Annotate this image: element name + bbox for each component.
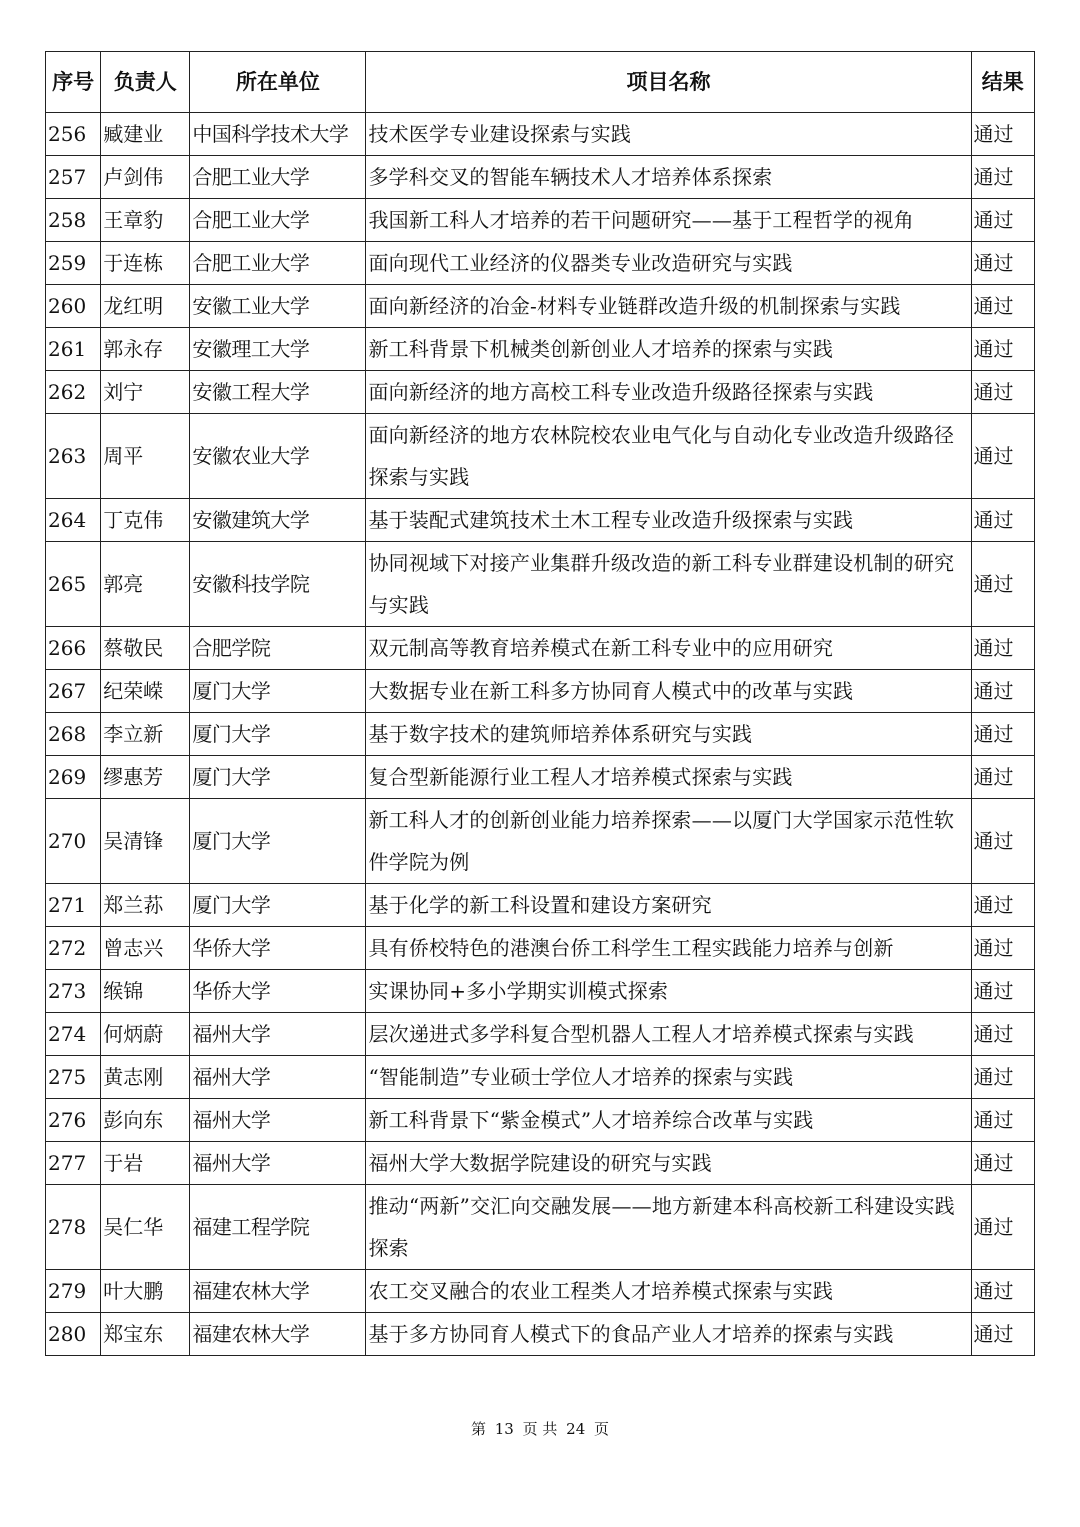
cell-project: 面向新经济的地方高校工科专业改造升级路径探索与实践 (366, 371, 971, 414)
cell-result: 通过 (971, 1270, 1035, 1313)
cell-person: 纪荣嵘 (101, 670, 190, 713)
cell-no: 277 (46, 1142, 101, 1185)
cell-person: 郭永存 (101, 328, 190, 371)
table-row (46, 1013, 1035, 1056)
header-person: 负责人 (101, 52, 190, 113)
cell-person: 刘宁 (101, 371, 190, 414)
table-row (46, 970, 1035, 1013)
table-row (46, 156, 1035, 199)
project-table (45, 51, 1035, 1356)
cell-no: 270 (46, 799, 101, 884)
cell-project: 新工科人才的创新创业能力培养探索——以厦门大学国家示范性软件学院为例 (366, 799, 971, 884)
cell-project: 复合型新能源行业工程人才培养模式探索与实践 (366, 756, 971, 799)
cell-project: 我国新工科人才培养的若干问题研究——基于工程哲学的视角 (366, 199, 971, 242)
cell-result: 通过 (971, 756, 1035, 799)
cell-project: 实课协同+多小学期实训模式探索 (366, 970, 971, 1013)
table-row (46, 670, 1035, 713)
cell-project: 面向现代工业经济的仪器类专业改造研究与实践 (366, 242, 971, 285)
table-row (46, 1056, 1035, 1099)
cell-no: 262 (46, 371, 101, 414)
footer-prefix: 第 (470, 1420, 486, 1438)
cell-result: 通过 (971, 242, 1035, 285)
cell-unit: 福州大学 (190, 1013, 366, 1056)
cell-no: 274 (46, 1013, 101, 1056)
cell-unit: 厦门大学 (190, 799, 366, 884)
cell-person: 蔡敬民 (101, 627, 190, 670)
cell-no: 259 (46, 242, 101, 285)
table-row (46, 1270, 1035, 1313)
cell-project: 技术医学专业建设探索与实践 (366, 113, 971, 156)
cell-person: 郑宝东 (101, 1313, 190, 1356)
page-footer (0, 1418, 1080, 1439)
table-row (46, 1313, 1035, 1356)
cell-unit: 厦门大学 (190, 670, 366, 713)
cell-project: 农工交叉融合的农业工程类人才培养模式探索与实践 (366, 1270, 971, 1313)
cell-person: 彭向东 (101, 1099, 190, 1142)
cell-project: 基于化学的新工科设置和建设方案研究 (366, 884, 971, 927)
cell-person: 缪惠芳 (101, 756, 190, 799)
header-project: 项目名称 (366, 52, 971, 113)
table-row (46, 927, 1035, 970)
cell-result: 通过 (971, 499, 1035, 542)
cell-person: 郭亮 (101, 542, 190, 627)
cell-no: 256 (46, 113, 101, 156)
cell-person: 周平 (101, 414, 190, 499)
table-row (46, 328, 1035, 371)
header-unit: 所在单位 (190, 52, 366, 113)
cell-result: 通过 (971, 542, 1035, 627)
cell-no: 279 (46, 1270, 101, 1313)
cell-result: 通过 (971, 1013, 1035, 1056)
cell-unit: 合肥学院 (190, 627, 366, 670)
cell-person: 卢剑伟 (101, 156, 190, 199)
cell-result: 通过 (971, 884, 1035, 927)
cell-person: 何炳蔚 (101, 1013, 190, 1056)
cell-project: 新工科背景下机械类创新创业人才培养的探索与实践 (366, 328, 971, 371)
table-row (46, 371, 1035, 414)
footer-total-pages: 24 (566, 1420, 586, 1438)
cell-unit: 福州大学 (190, 1056, 366, 1099)
cell-result: 通过 (971, 627, 1035, 670)
cell-result: 通过 (971, 970, 1035, 1013)
table-row (46, 713, 1035, 756)
cell-unit: 安徽农业大学 (190, 414, 366, 499)
cell-result: 通过 (971, 1185, 1035, 1270)
cell-unit: 厦门大学 (190, 884, 366, 927)
cell-no: 275 (46, 1056, 101, 1099)
cell-project: 面向新经济的地方农林院校农业电气化与自动化专业改造升级路径探索与实践 (366, 414, 971, 499)
cell-unit: 安徽建筑大学 (190, 499, 366, 542)
table-row (46, 799, 1035, 884)
header-result: 结果 (971, 52, 1035, 113)
cell-result: 通过 (971, 1313, 1035, 1356)
cell-project: 协同视域下对接产业集群升级改造的新工科专业群建设机制的研究与实践 (366, 542, 971, 627)
table-row (46, 1099, 1035, 1142)
cell-unit: 合肥工业大学 (190, 199, 366, 242)
table-row (46, 1185, 1035, 1270)
table-row (46, 199, 1035, 242)
cell-person: 吴清锋 (101, 799, 190, 884)
cell-unit: 厦门大学 (190, 713, 366, 756)
cell-person: 叶大鹏 (101, 1270, 190, 1313)
cell-result: 通过 (971, 713, 1035, 756)
cell-no: 263 (46, 414, 101, 499)
cell-project: 双元制高等教育培养模式在新工科专业中的应用研究 (366, 627, 971, 670)
cell-no: 273 (46, 970, 101, 1013)
cell-person: 于岩 (101, 1142, 190, 1185)
cell-no: 264 (46, 499, 101, 542)
cell-person: 于连栋 (101, 242, 190, 285)
cell-person: 王章豹 (101, 199, 190, 242)
cell-no: 258 (46, 199, 101, 242)
cell-result: 通过 (971, 414, 1035, 499)
header-no: 序号 (46, 52, 101, 113)
table-row (46, 414, 1035, 499)
cell-unit: 厦门大学 (190, 756, 366, 799)
cell-person: 龙红明 (101, 285, 190, 328)
cell-result: 通过 (971, 199, 1035, 242)
cell-unit: 福建农林大学 (190, 1313, 366, 1356)
cell-no: 276 (46, 1099, 101, 1142)
cell-unit: 中国科学技术大学 (190, 113, 366, 156)
cell-unit: 福州大学 (190, 1099, 366, 1142)
cell-project: 基于多方协同育人模式下的食品产业人才培养的探索与实践 (366, 1313, 971, 1356)
cell-result: 通过 (971, 285, 1035, 328)
table-row (46, 627, 1035, 670)
cell-no: 265 (46, 542, 101, 627)
cell-project: 新工科背景下“紫金模式”人才培养综合改革与实践 (366, 1099, 971, 1142)
footer-middle: 页 共 (522, 1420, 558, 1438)
table-row (46, 542, 1035, 627)
cell-result: 通过 (971, 113, 1035, 156)
cell-project: 面向新经济的冶金-材料专业链群改造升级的机制探索与实践 (366, 285, 971, 328)
cell-no: 268 (46, 713, 101, 756)
table-row (46, 1142, 1035, 1185)
cell-result: 通过 (971, 670, 1035, 713)
cell-no: 278 (46, 1185, 101, 1270)
footer-current-page: 13 (494, 1420, 514, 1438)
cell-unit: 福建农林大学 (190, 1270, 366, 1313)
cell-unit: 华侨大学 (190, 927, 366, 970)
cell-no: 257 (46, 156, 101, 199)
header-row (46, 52, 1035, 113)
cell-unit: 合肥工业大学 (190, 156, 366, 199)
cell-no: 266 (46, 627, 101, 670)
cell-no: 261 (46, 328, 101, 371)
cell-person: 曾志兴 (101, 927, 190, 970)
table-row (46, 499, 1035, 542)
cell-unit: 福州大学 (190, 1142, 366, 1185)
cell-unit: 华侨大学 (190, 970, 366, 1013)
cell-unit: 合肥工业大学 (190, 242, 366, 285)
cell-no: 260 (46, 285, 101, 328)
cell-result: 通过 (971, 799, 1035, 884)
cell-project: 基于装配式建筑技术土木工程专业改造升级探索与实践 (366, 499, 971, 542)
cell-unit: 安徽理工大学 (190, 328, 366, 371)
cell-result: 通过 (971, 1099, 1035, 1142)
cell-person: 丁克伟 (101, 499, 190, 542)
cell-no: 267 (46, 670, 101, 713)
cell-project: 具有侨校特色的港澳台侨工科学生工程实践能力培养与创新 (366, 927, 971, 970)
cell-no: 269 (46, 756, 101, 799)
cell-result: 通过 (971, 156, 1035, 199)
table-body (46, 113, 1035, 1356)
table-row (46, 884, 1035, 927)
cell-unit: 安徽工业大学 (190, 285, 366, 328)
cell-person: 缑锦 (101, 970, 190, 1013)
cell-result: 通过 (971, 1142, 1035, 1185)
table-row (46, 756, 1035, 799)
cell-project: “智能制造”专业硕士学位人才培养的探索与实践 (366, 1056, 971, 1099)
cell-result: 通过 (971, 1056, 1035, 1099)
cell-no: 271 (46, 884, 101, 927)
cell-unit: 福建工程学院 (190, 1185, 366, 1270)
cell-project: 大数据专业在新工科多方协同育人模式中的改革与实践 (366, 670, 971, 713)
cell-person: 臧建业 (101, 113, 190, 156)
table-row (46, 242, 1035, 285)
cell-project: 层次递进式多学科复合型机器人工程人才培养模式探索与实践 (366, 1013, 971, 1056)
cell-result: 通过 (971, 927, 1035, 970)
cell-result: 通过 (971, 371, 1035, 414)
cell-person: 吴仁华 (101, 1185, 190, 1270)
cell-no: 272 (46, 927, 101, 970)
cell-project: 福州大学大数据学院建设的研究与实践 (366, 1142, 971, 1185)
cell-project: 基于数字技术的建筑师培养体系研究与实践 (366, 713, 971, 756)
table-row (46, 113, 1035, 156)
cell-project: 多学科交叉的智能车辆技术人才培养体系探索 (366, 156, 971, 199)
cell-result: 通过 (971, 328, 1035, 371)
footer-suffix: 页 (594, 1420, 610, 1438)
cell-person: 黄志刚 (101, 1056, 190, 1099)
cell-unit: 安徽工程大学 (190, 371, 366, 414)
cell-unit: 安徽科技学院 (190, 542, 366, 627)
cell-person: 郑兰荪 (101, 884, 190, 927)
table-header (46, 52, 1035, 113)
cell-no: 280 (46, 1313, 101, 1356)
table-row (46, 285, 1035, 328)
cell-person: 李立新 (101, 713, 190, 756)
cell-project: 推动“两新”交汇向交融发展——地方新建本科高校新工科建设实践探索 (366, 1185, 971, 1270)
